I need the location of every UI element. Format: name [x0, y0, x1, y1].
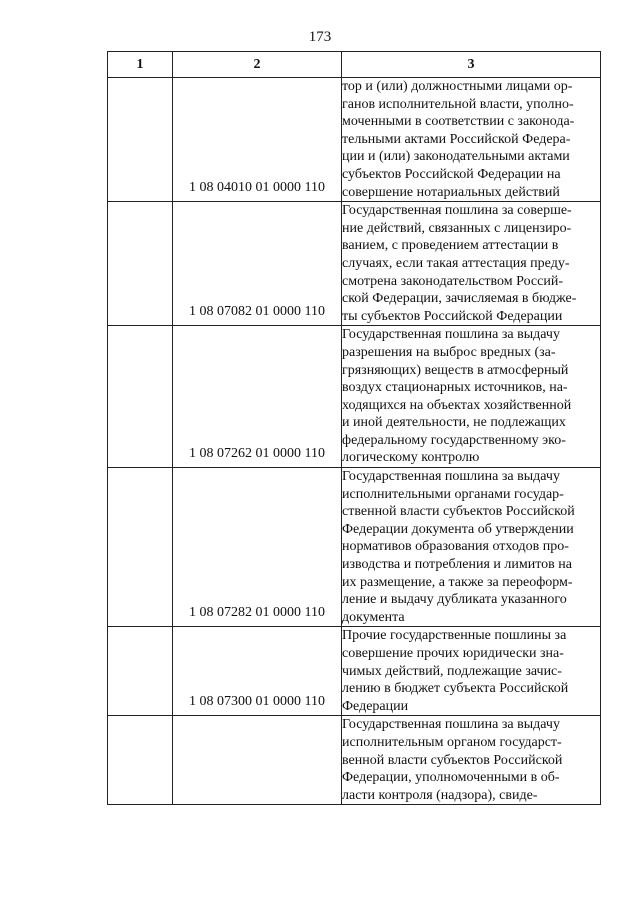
description-line: случаях, если такая аттестация преду- [342, 255, 570, 271]
description-line: Федерации, уполномоченными в об- [342, 770, 560, 786]
budget-code: 1 08 07300 01 0000 110 [189, 694, 325, 710]
description-cell [342, 468, 601, 627]
empty-cell [108, 326, 173, 468]
table-row [108, 78, 601, 202]
description-line: совершение нотариальных действий [342, 184, 560, 200]
budget-code: 1 08 07082 01 0000 110 [189, 304, 325, 320]
description-line: ление и выдачу дубликата указанного [342, 592, 567, 608]
description-line: и иной деятельности, не подлежащих [342, 415, 566, 431]
description-cell [342, 78, 601, 202]
budget-code: 1 08 07262 01 0000 110 [189, 446, 325, 462]
description-cell [342, 202, 601, 326]
description-line: венной власти субъектов Российской [342, 752, 563, 768]
budget-code-cell [173, 202, 342, 326]
description-line: их размещение, а также за переоформ- [342, 574, 573, 590]
description-cell [342, 326, 601, 468]
empty-cell [108, 627, 173, 716]
description-line: ственной власти субъектов Российской [342, 504, 575, 520]
description-line: Федерации [342, 698, 409, 714]
description-line: ванием, с проведением аттестации в [342, 238, 559, 254]
column-header-2: 2 [173, 52, 342, 78]
column-header-3: 3 [342, 52, 601, 78]
empty-cell [108, 716, 173, 805]
budget-code [173, 799, 341, 804]
description-line: исполнительным органом государст- [342, 734, 562, 750]
description-line: Прочие государственные пошлины за [342, 628, 567, 644]
description-line: Государственная пошлина за выдачу [342, 327, 560, 343]
description-line: Государственная пошлина за соверше- [342, 203, 572, 219]
table-row [108, 202, 601, 326]
description-line: тор и (или) должностными лицами ор- [342, 79, 573, 94]
description-line: разрешения на выброс вредных (за- [342, 344, 556, 360]
description-line: совершение прочих юридически зна- [342, 646, 564, 661]
description-line: ты субъектов Российской Федерации [342, 308, 563, 324]
table-row [108, 326, 601, 468]
description-line: документа [342, 609, 405, 625]
description-line: Федерации документа об утверждении [342, 521, 574, 537]
table-row [108, 716, 601, 805]
description-line: исполнительными органами государ- [342, 486, 564, 502]
description-line: моченными в соответствии с законода- [342, 114, 575, 130]
budget-code-table [107, 51, 601, 805]
description-cell [342, 716, 601, 805]
empty-cell [108, 202, 173, 326]
description-line: ции и (или) законодательными актами [342, 149, 570, 165]
budget-code-cell [173, 716, 342, 805]
budget-code: 1 08 04010 01 0000 110 [189, 180, 325, 196]
empty-cell [108, 78, 173, 202]
description-line: лению в бюджет субъекта Российской [342, 681, 569, 697]
budget-code-cell [173, 627, 342, 716]
description-line: чимых действий, подлежащие зачис- [342, 663, 562, 679]
description-line: ской Федерации, зачисляемая в бюдже- [342, 291, 577, 307]
description-cell [342, 627, 601, 716]
description-line: изводства и потребления и лимитов на [342, 557, 573, 573]
table-row [108, 627, 601, 716]
description-line: федеральному государственному эко- [342, 432, 566, 448]
page-number: 173 [308, 29, 332, 45]
description-line: ласти контроля (надзора), свиде- [342, 787, 538, 803]
empty-cell [108, 468, 173, 627]
description-line: нормативов образования отходов про- [342, 539, 569, 555]
column-header-1: 1 [108, 52, 173, 78]
description-line: ходящихся на объектах хозяйственной [342, 397, 572, 413]
description-line: субъектов Российской Федерации на [342, 166, 561, 182]
description-line: логическому контролю [342, 450, 480, 466]
description-line: Государственная пошлина за выдачу [342, 717, 560, 733]
description-line: грязняющих) веществ в атмосферный [342, 362, 569, 378]
budget-code-cell [173, 78, 342, 202]
budget-code-cell [173, 468, 342, 627]
description-line: воздух стационарных источников, на- [342, 380, 568, 396]
description-line: смотрена законодательством Россий- [342, 273, 563, 289]
table-row [108, 468, 601, 627]
budget-code: 1 08 07282 01 0000 110 [189, 605, 325, 621]
description-line: ганов исполнительной власти, уполно- [342, 96, 574, 112]
description-line: ние действий, связанных с лицензиро- [342, 220, 572, 236]
budget-code-cell [173, 326, 342, 468]
description-line: Государственная пошлина за выдачу [342, 469, 560, 485]
table-header-row [108, 52, 601, 78]
description-line: тельными актами Российской Федера- [342, 131, 571, 147]
